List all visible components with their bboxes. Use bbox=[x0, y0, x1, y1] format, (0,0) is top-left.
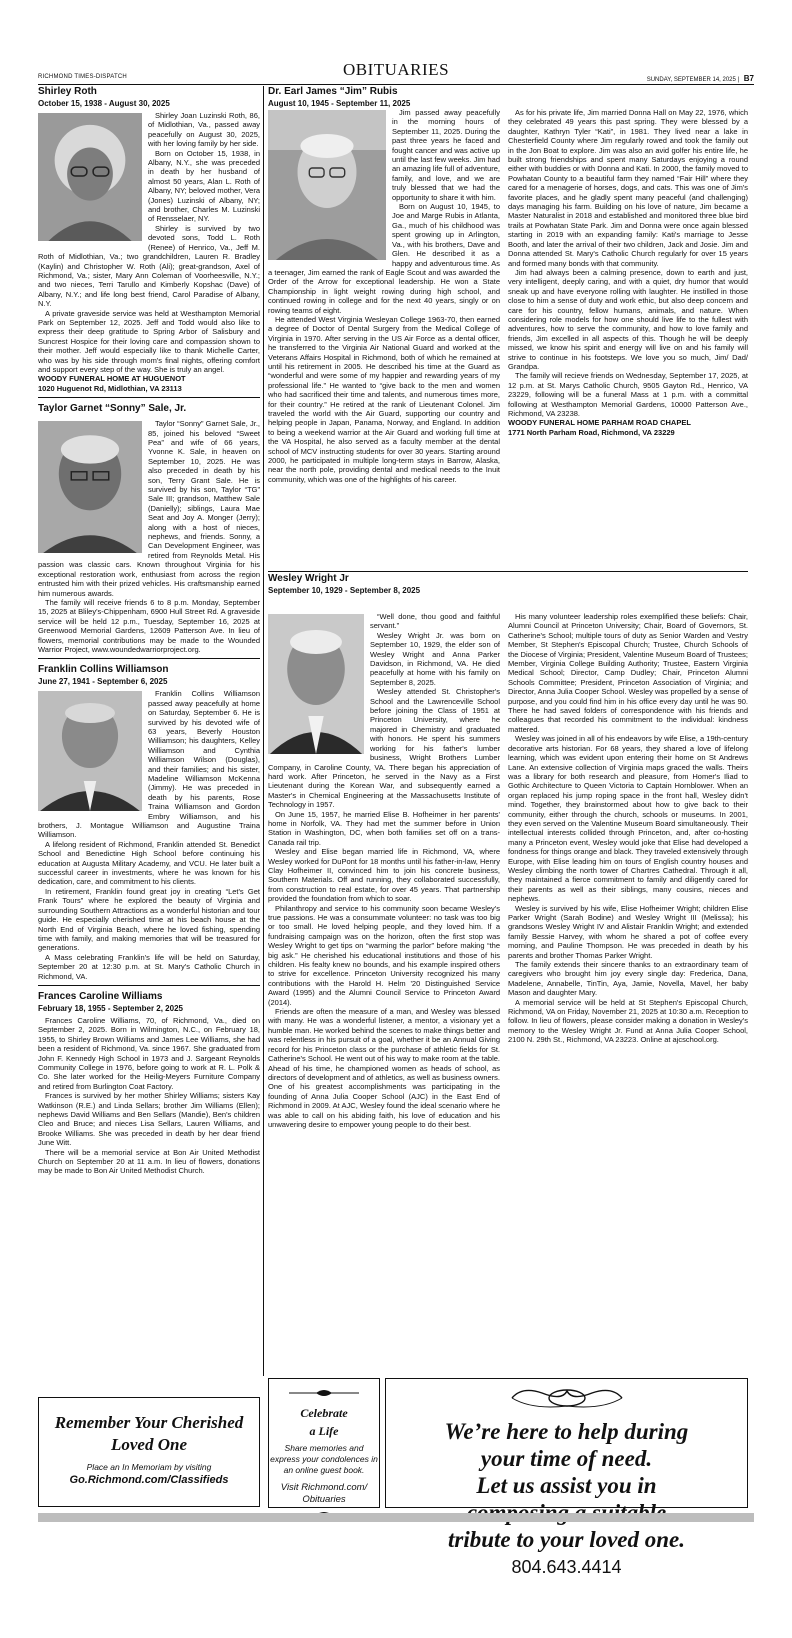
wesley-wright-column-1 bbox=[268, 612, 500, 1367]
ad-message: your time of need. bbox=[480, 1446, 653, 1471]
obit-paragraph: Jim had always been a calming presence, down to earth and just, very intelligent, deeply caring, and with a quiet, dry humor that would sneak up and have everyone rolling with laughter. He instilled in those close to him a sense of duty and work ethic, but also deep concern and care for his country, fellow humans, animals, and nature. When considering role models for how one should live life to the fullest with adventures, how to serve the community, and how to love family and friends, Jim excelled in all aspects of this. Though he will be deeply missed, we know his spirit and energy will live on and his family will strive to continue in his footsteps. We love you so much, Jim/ Dad/ Grandpa. bbox=[508, 267, 748, 371]
obit-paragraph: Born on October 15, 1938, in Albany, N.Y., she was preceded in death by her husband of almost 50 years, Alan L. Roth of Albany, NY; beloved mother, Vera (Jones) Luzinski of Albany, NY; and brother, Charles M. Luzinski of Rensselaer, NY. bbox=[148, 148, 260, 224]
phone-number[interactable]: 804.643.4414 bbox=[511, 1557, 622, 1577]
portrait-image bbox=[38, 691, 142, 811]
ornament-divider-icon bbox=[289, 1388, 359, 1398]
obit-dates: September 10, 1929 - September 8, 2025 bbox=[268, 586, 421, 595]
in-memoriam-ad[interactable] bbox=[38, 1397, 260, 1507]
newspaper-name: RICHMOND TIMES-DISPATCH bbox=[38, 74, 127, 80]
obit-paragraph: The family will receive friends 6 to 8 p.m. Monday, September 15, 2025 at Bliley's-Chippenham, 6900 Hull Street Rd. A graveside service will be held 12 p.m., Tuesday, September 16, 2025 at Greenwood Memorial Gardens, 12609 Patterson Ave. In lieu of flowers, memorial contributions may be made to the Wounded Warrior Project, www.woundedwarriorproject.org. bbox=[38, 597, 260, 654]
section-rule bbox=[38, 397, 260, 398]
obit-paragraph: A Mass celebrating Franklin's life will be held on Saturday, September 20 at 12:30 p.m. at St. Mary's Catholic Church in Richmond, VA. bbox=[38, 952, 260, 981]
obit-paragraph: There will be a memorial service at Bon Air United Methodist Church on September 20 at 11 a.m. In lieu of flowers, donations may be made to Bon Air United Methodist Church. bbox=[38, 1147, 260, 1176]
portrait-image bbox=[38, 421, 142, 553]
obit-paragraph: The family will recieve friends on Wednesday, September 17, 2025, at 12 p.m. at St. Marys Catholic Church, 9505 Gayton Rd., Henrico, VA 23229, following will be a funeral Mass at 1 p.m. with a committal following at Westhampton Memorial Gardens, 10000 Patterson Ave., Richmond, VA 23238. bbox=[508, 371, 748, 418]
obit-paragraph: Wesley was joined in all of his endeavors by wife Elise, a 19th-century decorative arts historian. For 68 years, they shared a love of lifelong learning, which was evident upon entering their home on St Andrews Lane. An extensive collection of Virginia maps graced the walls. Theirs was a library for both research and pleasure, from Homer's Iliad to Gothic Architecture to Queen Victoria to Captain Hornblower. When an organ replaced his jump roping space in the front hall, Wesley didn't mind. Together, they brainstormed about how to give back to their community, either through the church, schools or museums. In 2001, they even served on the Valentine Museum Board simultaneously. Their intellectual interests collided through Princeton, and, after co-hosting many a Princeton event, Wesley would joke that Elise had developed a fondness for things orange and black. They traveled extensively through Europe, with Elise leading him on tours of English country houses and Wesley climbing the north tower of Chartres Cathedral. Through it all, they maintained a fierce commitment to family and diligently cared for their parents as well as their siblings, many cousins, nieces and nephews. bbox=[508, 734, 748, 904]
ad-headline: Celebrate bbox=[300, 1406, 348, 1420]
funeral-home-address: 1020 Huguenot Rd, Midlothian, VA 23113 bbox=[38, 383, 182, 393]
earl-rubis-column-2 bbox=[508, 108, 748, 568]
tribute-help-ad[interactable] bbox=[385, 1378, 748, 1577]
obit-paragraph: Taylor “Sonny” Garnet Sale, Jr., 85, joined his beloved “Sweet Pea” and wife of 66 years, Yvonne K. Sale, in heaven on September 10, 2025. He was also preceded in death by his son, Terry Grant Sale. He is survived by his son, Taylor “TG” Sale III; grandson, Matthew Sale (Danielly); siblings, Laura Mae Seat and Joy A. Monger (Jerry); along with a host of nieces, nephews, and friends. Sonny, a Can Development Engineer, was retired from Reynolds Metal. His passion was classic cars. Known throughout Virginia for his exceptional restoration work, enthusiast from across the region entrusted him with their prized vehicles. His craftsmanship earned him numerous awards. bbox=[38, 419, 260, 598]
section-rule bbox=[268, 571, 748, 572]
obit-paragraph: Wesley and Elise began married life in Richmond, VA, where Wesley worked for DuPont for 18 months until his father-in-law, Henry Clay Hofheimer II, convinced him to join his concrete business, Southern Materials. Off and running, they collaborated successfully, from construction to real estate, for over 45 years. That partnership provided the foundation from which to soar. bbox=[268, 847, 500, 904]
obit-dates: August 10, 1945 - September 11, 2025 bbox=[268, 99, 411, 108]
obit-name: Frances Caroline Williams bbox=[38, 990, 163, 1002]
obit-dates: June 27, 1941 - September 6, 2025 bbox=[38, 677, 168, 687]
obit-paragraph: Shirley is survived by two devoted sons, Todd L. Roth (Renee) of Henrico, Va., Jeff M. Roth of Midlothian, Va.; two grandchildren, Lauren R. Bradley (Kaylin) and Christopher W. Roth (Ali); great-grandson, Axel of Richmond, Va.; sister, Mary Ann Coleman of Voorheesville, N.Y.; and two nieces, Terri Tarullo and Kimberly Kopshac (Dave) of Albany, N.Y.; and life long best friend, Carol Paradise of Albany, N.Y. bbox=[38, 223, 260, 309]
portrait-photo bbox=[268, 614, 364, 754]
obit-paragraph: Born on August 10, 1945, to Joe and Marge Rubis in Atlanta, Ga., much of his childhood was spent growing up in Arlington, Va., with his brothers, Dave and Glen. He described it as a happy and adventurous time. As a teenager, Jim earned the rank of Eagle Scout and was awarded the Order of the Arrow for exceptional leadership. He won a State Championship in light weight rowing during high school, and continued rowing in college and for the next 40 years, singly or on rowing teams of eight. bbox=[268, 202, 500, 315]
funeral-home-name: WOODY FUNERAL HOME AT HUGUENOT bbox=[38, 374, 186, 384]
page-number: B7 bbox=[743, 74, 754, 83]
obit-paragraph: A memorial service will be held at St Stephen's Episcopal Church, Richmond, VA on Friday, November 21, 2025 at 10:30 a.m. Reception to follow. In lieu of flowers, please consider making a donation in Wesley's memory to the Wesley Wright Jr. Fund at Anna Julia Cooper School, 2100 N. 29th St., Richmond, VA 23223. Online at ajcschool.org. bbox=[508, 997, 748, 1045]
portrait-photo bbox=[38, 421, 142, 553]
guest-book-ad[interactable] bbox=[268, 1378, 380, 1508]
obit-name: Shirley Roth bbox=[38, 86, 97, 97]
obit-paragraph: He attended West Virginia Wesleyan College 1963-70, then earned a degree of Doctor of Dental Surgery from the Medical College of Virginia in 1970. After serving in the US Air Force as a dental officer, he transferred to the Virginia Air National Guard and worked at the Veterans Affairs Hospital in Richmond, both of which he remained at until his retirement in 2005. He described his time at the Guard as “wonderful and were some of my happier and rewarding years of my professional life.” He wanted to “give back to the men and women who had sacrificed their time and talents, and numerous times more, for their country.” He retired at the rank of Lieutenant Colonel. Jim traveled the world with the Air Guard, supporting our country and helping people in Japan, Panama, Norway, and England. In addition to being a weekend warrior at the Air Guard and working full time at the VA Hospital, he also served as a faculty member at the dental school of MCV instructing students for over 30 years. Starting around 2000, he participated in multiple long-term stays in Barrow, Alaska, near the north pole, providing dental and medical needs to the Inuit community, which was one of the highlights of his career. bbox=[268, 314, 500, 484]
obit-name: Taylor Garnet “Sonny” Sale, Jr. bbox=[38, 403, 187, 415]
obit-paragraph: Friends are often the measure of a man, and Wesley was blessed with many. He was a wonderful listener, a mentor, a visionary yet a humble man. He worked behind the scenes to make things better and was relentless in his pursuit of a goal, whether it be an Annual Giving record for his Princeton class or the purchase of athletic fields for St. Catherine's School. He went out of his way to make room at the table. Ahead of his time, he championed women as heads of school, as directors of development and of athletics, as well as business owners. One of his greatest accomplishments was participating in the founding of Anna Julia Cooper School (AJC) in the East End of Richmond in 2009. At AJC, Wesley found the ideal scenario where he was able to call on his abiding faith, his love of education and his unwavering desire to empower young people to do their best. bbox=[268, 1007, 500, 1129]
obit-paragraph: Wesley attended St. Christopher's School and the Lawrenceville School before joining the Class of 1951 at Princeton University, where he majored in Chemistry and graduated with honors. He spent his summers working for his father's lumber business, Wright Brothers Lumber Company, in Caroline County, VA. There began his appreciation of hard work. After Princeton, he served in the Navy as a First Lieutenant during the Korean War, and subsequently earned a Master's in Chemical Engineering at the Massachusetts Institute of Technology in 1957. bbox=[268, 687, 500, 810]
obit-name: Wesley Wright Jr bbox=[268, 573, 349, 584]
ad-message: We’re here to help during bbox=[444, 1419, 689, 1444]
obituary-frances-williams bbox=[38, 991, 260, 1176]
obit-paragraph: Shirley Joan Luzinski Roth, 86, of Midlothian, Va., passed away peacefully on August 30, 2025, with her loving family by her side. bbox=[148, 111, 260, 149]
obit-paragraph: Frances Caroline Williams, 70, of Richmond, Va., died on September 2, 2025. Born in Wilmington, N.C., on February 18, 1955, to Shirley Brown Williams and James Lee Williams, she had been a resident of Richmond, Va. since 1967. She graduated from John F. Kennedy High School in 1973 and J. Sargeant Reynolds Community College in 1976, before going to work at R. L. Polk & Co. She later worked for the Heilig-Meyers Furniture Company and retired from Burlington Coat Factory. bbox=[38, 1015, 260, 1091]
obit-paragraph: On June 15, 1957, he married Elise B. Hofheimer in her parents' home in Norfolk, VA. They had met the summer before in Union Station in Washington, DC, when both families set off on a trans-Canada rail trip. bbox=[268, 809, 500, 847]
ad-text: Place an In Memoriam by visiting bbox=[86, 1462, 212, 1472]
portrait-photo bbox=[38, 691, 142, 811]
ad-message: tribute to your loved one. bbox=[447, 1527, 686, 1552]
obit-name: Dr. Earl James “Jim” Rubis bbox=[268, 86, 398, 97]
portrait-image bbox=[268, 110, 386, 260]
obituary-shirley-roth bbox=[38, 86, 260, 393]
obit-paragraph: Franklin Collins Williamson passed away peacefully at home on Saturday, September 6. He is survived by his devoted wife of 63 years, Beverly Houston Williamson; his daughters, Kelley Williamson and Cynthia Williamson Wilson (Douglas), and their families; and his sister, Madeline Williamson McKenna (Jimmy). He was preceded in death by his parents, Rose Traina Williamson and Gordon Embry Williamson, and his brothers, J. Montague Williamson and Augustine Traina Williamson. bbox=[38, 689, 260, 840]
obit-paragraph: Frances is survived by her mother Shirley Williams; sisters Kay Watkinson (R.E.) and Linda Sellars; brother Jim Williams (Ellen); nephews David Williams and Ben Sellars (Mandie), Ben's children Cleo and Bruce; and nieces Lisa Sellars, Lauren Williams, and Brooke Williams. She was preceded in death by her dear friend June Witt. bbox=[38, 1091, 260, 1148]
masthead bbox=[38, 60, 754, 86]
portrait-image bbox=[38, 113, 142, 241]
obit-paragraph: As for his private life, Jim married Donna Hall on May 22, 1976, which they celebrated 49 years this past spring. They were blessed by a daughter, Kathryn Tyler “Kati”, in 1981. They lived near a lake in Chesterfield County where Jim regularly rowed and took the family out in the Jon Boat to explore. Jim was also an avid golfer his entire life, he built strong friendships and spent many Saturdays enjoying a round either with buddies or with Donna and Kati. In 2000, the family moved to Powhatan County to a beautiful farm they named “Fair Hill” where they cared for a menagerie of horses, dogs, and cats. This was one of Jim's favorite places, and he gladly spent many peaceful (and challenging) days managing his farm. Building on his love of nature, Jim became a Master Naturalist in 2018 and established and monitored three blue bird trails at Powhatan State Park. Jim and Donna were once again blessed starting in 2019 with an expanding family: Kati's marriage to Jesse Booth, and later the arrival of their two children, Jack and Josie. Jim and Donna attended St. Mary's Catholic Church regularly for over 15 years and formed many bonds with that community. bbox=[508, 108, 748, 268]
section-rule bbox=[38, 658, 260, 659]
section-title: OBITUARIES bbox=[342, 60, 450, 79]
masthead-rule bbox=[38, 84, 754, 85]
footer-bar bbox=[38, 1513, 754, 1522]
obit-paragraph: His many volunteer leadership roles exemplified these beliefs: Chair, Alumni Council at Princeton University; Chair, Board of Governors, St. Catherine's School; multiple tours of duty as Senior Warden and Vestry Member, St Stephen's Episcopal Church; Trustee, Church Schools of the Diocese of Virginia; President, Valentine Museum Board of Trustees; Member, Virginia College Building Authority; Trustee, Eastern Virginia Medical School; Director, Camp Dudley; Chair, Princeton Alumni Schools Committee; President, Princeton Association of Virginia; and Director, Anna Julia Cooper School. Wesley was propelled by a sense of purpose, and you could find him in his office every day until he was 90. There he had saved folders of correspondence with his friends and colleagues that recorded his commitment to the individual: kindness mattered. bbox=[508, 612, 748, 734]
obit-paragraph: A private graveside service was held at Westhampton Memorial Park on September 12, 2025. Jeff and Todd would also like to express their deep gratitude to Spring Arbor of Salisbury and Suncrest Hospice for their loving care and compassion shown to their mother. Jeff would especially like to thank Michelle Carter, who was by his side through mom's final nights, offering comfort and support every step of the way. She is truly an angel. bbox=[38, 308, 260, 374]
flourish-ornament-icon bbox=[502, 1383, 632, 1413]
column-divider bbox=[263, 86, 264, 1376]
portrait-photo bbox=[268, 110, 386, 260]
obit-dates: February 18, 1955 - September 2, 2025 bbox=[38, 1003, 183, 1013]
obit-paragraph: Wesley is survived by his wife, Elise Hofheimer Wright; children Elise Parker Wright (Sarah Bodine) and Wesley Wright III (Melissa); his grandsons Wesley Wright IV and Alistair Franklin Wright; and extended family Bessie Harvey, with whom he shared a pot of coffee every morning, and Pauline Thompson. He was preceded in death by his parents and brother Thomas Parker Wright. bbox=[508, 903, 748, 960]
obit-paragraph: Jim passed away peacefully in the morning hours of September 11, 2025. During the past three years he faced and fought cancer and was active up until the last few weeks. Jim had an amazing life full of adventure, family, and love, and we are truly blessed that we had the opportunity to share it with him. bbox=[392, 108, 500, 202]
obituary-wesley-wright-header bbox=[268, 573, 748, 598]
wesley-wright-column-2 bbox=[508, 612, 748, 1367]
earl-rubis-column-1 bbox=[268, 108, 500, 568]
obit-paragraph: The family extends their sincere thanks to an extraordinary team of caregivers who brought him joy every single day: Frederica, Dana, Madelene, Annabelle, TinTin, Aya, Jamie, Novella, Mavel, her baby Mason and daughter Mary. bbox=[508, 960, 748, 998]
funeral-home-name: WOODY FUNERAL HOME PARHAM ROAD CHAPEL bbox=[508, 418, 691, 428]
obit-name: Franklin Collins Williamson bbox=[38, 664, 169, 676]
ad-text: Share memories and express your condolences in an online guest book. bbox=[270, 1443, 378, 1475]
portrait-photo bbox=[38, 113, 142, 241]
obit-paragraph: “Well done, thou good and faithful servant.” bbox=[370, 612, 500, 631]
obit-paragraph: Wesley Wright Jr. was born on September 10, 1929, the elder son of Wesley Wright and Anna Parker Davidson, in Richmond, VA. He died peacefully at home with his family on September 8, 2025. bbox=[370, 630, 500, 687]
classifieds-link[interactable]: Go.Richmond.com/Classifieds bbox=[69, 1474, 229, 1486]
date-line: SUNDAY, SEPTEMBER 14, 2025 | B7 bbox=[646, 74, 754, 83]
ad-headline: Loved One bbox=[110, 1435, 187, 1454]
funeral-home-address: 1771 North Parham Road, Richmond, VA 23229 bbox=[508, 427, 675, 437]
ad-headline: a Life bbox=[309, 1424, 339, 1438]
obit-paragraph: Philanthropy and service to his community soon became Wesley's true passions. He was a consummate volunteer: no task was too big or too small. He loved helping people, and they loved him. If a fundraising campaign was on the horizon, often the first stop was Wesley Wright to get tips on “warming the parlor” before making “the big ask.” He cherished his educational institutions and those of his children. His fealty knew no bounds, and his example inspired others to strive for excellence. Princeton University recognized his many contributions with the Harold H. Helm '20 Distinguished Service Award (1995) and the Alumni Council Service to Princeton Award (2014). bbox=[268, 903, 500, 1007]
obit-dates: October 15, 1938 - August 30, 2025 bbox=[38, 99, 170, 108]
obituary-taylor-sale bbox=[38, 403, 260, 654]
portrait-image bbox=[268, 614, 364, 754]
obit-paragraph: A lifelong resident of Richmond, Franklin attended St. Benedict School and Benedictine High School before continuing his education at Augusta Military Academy, and VCU. He later built a successful career in investments, where he was known for his dedication, care, and commitment to his clients. bbox=[38, 839, 260, 887]
issue-date: SUNDAY, SEPTEMBER 14, 2025 bbox=[646, 77, 736, 83]
section-rule bbox=[38, 985, 260, 986]
ad-headline: Remember Your Cherished bbox=[54, 1413, 244, 1432]
obituaries-link[interactable]: Visit Richmond.com/ Obituaries bbox=[280, 1482, 368, 1505]
ad-message: Let us assist you in bbox=[476, 1473, 657, 1498]
obituary-franklin-williamson bbox=[38, 664, 260, 981]
left-column bbox=[38, 86, 260, 1381]
obit-paragraph: In retirement, Franklin found great joy in creating “Let's Get Frank Tours” where he explored the beauty of Virginia and surrounding Southern Attractions as a wonderful historian and tour guide. He especially cherished time at his beach house at the North End of Virginia Beach, where he loved fishing, spending time with family, and making memories that will be treasured for generations. bbox=[38, 886, 260, 953]
